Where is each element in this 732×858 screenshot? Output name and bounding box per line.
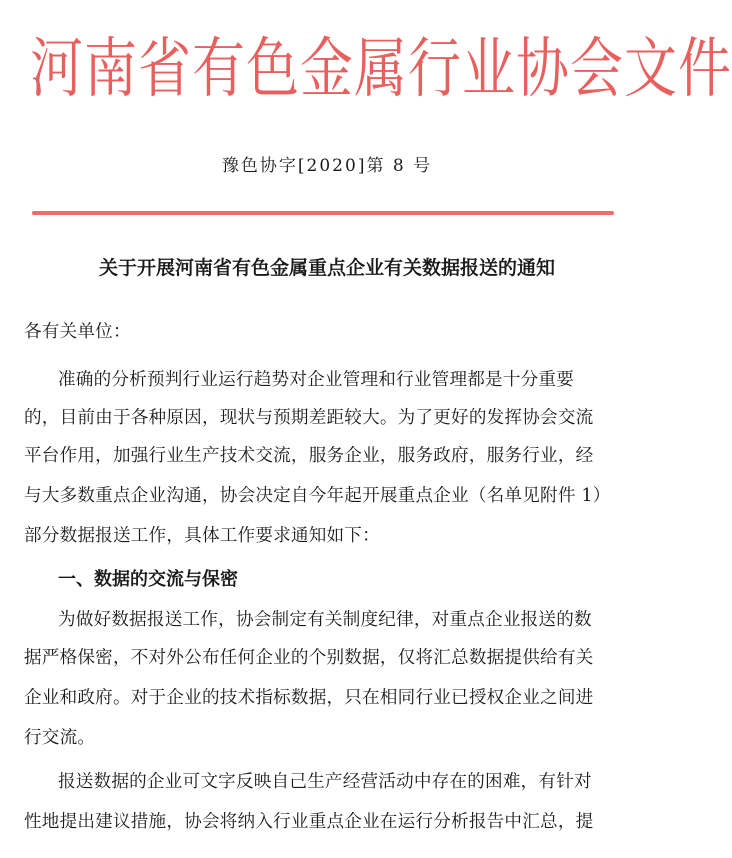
paragraph-line: 与大多数重点企业沟通，协会决定自今年起开展重点企业（名单见附件 1） [24, 486, 611, 506]
paragraph-line: 报送数据的企业可文字反映自己生产经营活动中存在的困难，有针对 [58, 772, 592, 792]
paragraph-line: 企业和政府。对于企业的技术指标数据，只在相同行业已授权企业之间进 [24, 688, 594, 708]
section-heading: 一、数据的交流与保密 [58, 569, 238, 590]
paragraph-line: 准确的分析预判行业运行趋势对企业管理和行业管理都是十分重要 [58, 370, 575, 390]
red-divider-line [32, 211, 614, 215]
paragraph-line: 为做好数据报送工作，协会制定有关制度纪律，对重点企业报送的数 [58, 610, 592, 630]
paragraph-line: 性地提出建议措施，协会将纳入行业重点企业在运行分析报告中汇总，提 [24, 812, 594, 832]
paragraph-line: 据严格保密，不对外公布任何企业的个别数据，仅将汇总数据提供给有关 [24, 648, 594, 668]
salutation: 各有关单位： [24, 322, 131, 342]
document-number: 豫色协字[2020]第 8 号 [221, 156, 433, 176]
document-header-title: 河南省有色金属行业协会文件 [30, 32, 732, 107]
paragraph-line: 平台作用，加强行业生产技术交流，服务企业，服务政府，服务行业，经 [24, 446, 594, 466]
notice-title: 关于开展河南省有色金属重点企业有关数据报送的通知 [98, 257, 555, 279]
paragraph-line: 行交流。 [24, 728, 96, 748]
paragraph-line: 的，目前由于各种原因，现状与预期差距较大。为了更好的发挥协会交流 [24, 408, 594, 428]
paragraph-line: 部分数据报送工作，具体工作要求通知如下： [24, 526, 380, 546]
